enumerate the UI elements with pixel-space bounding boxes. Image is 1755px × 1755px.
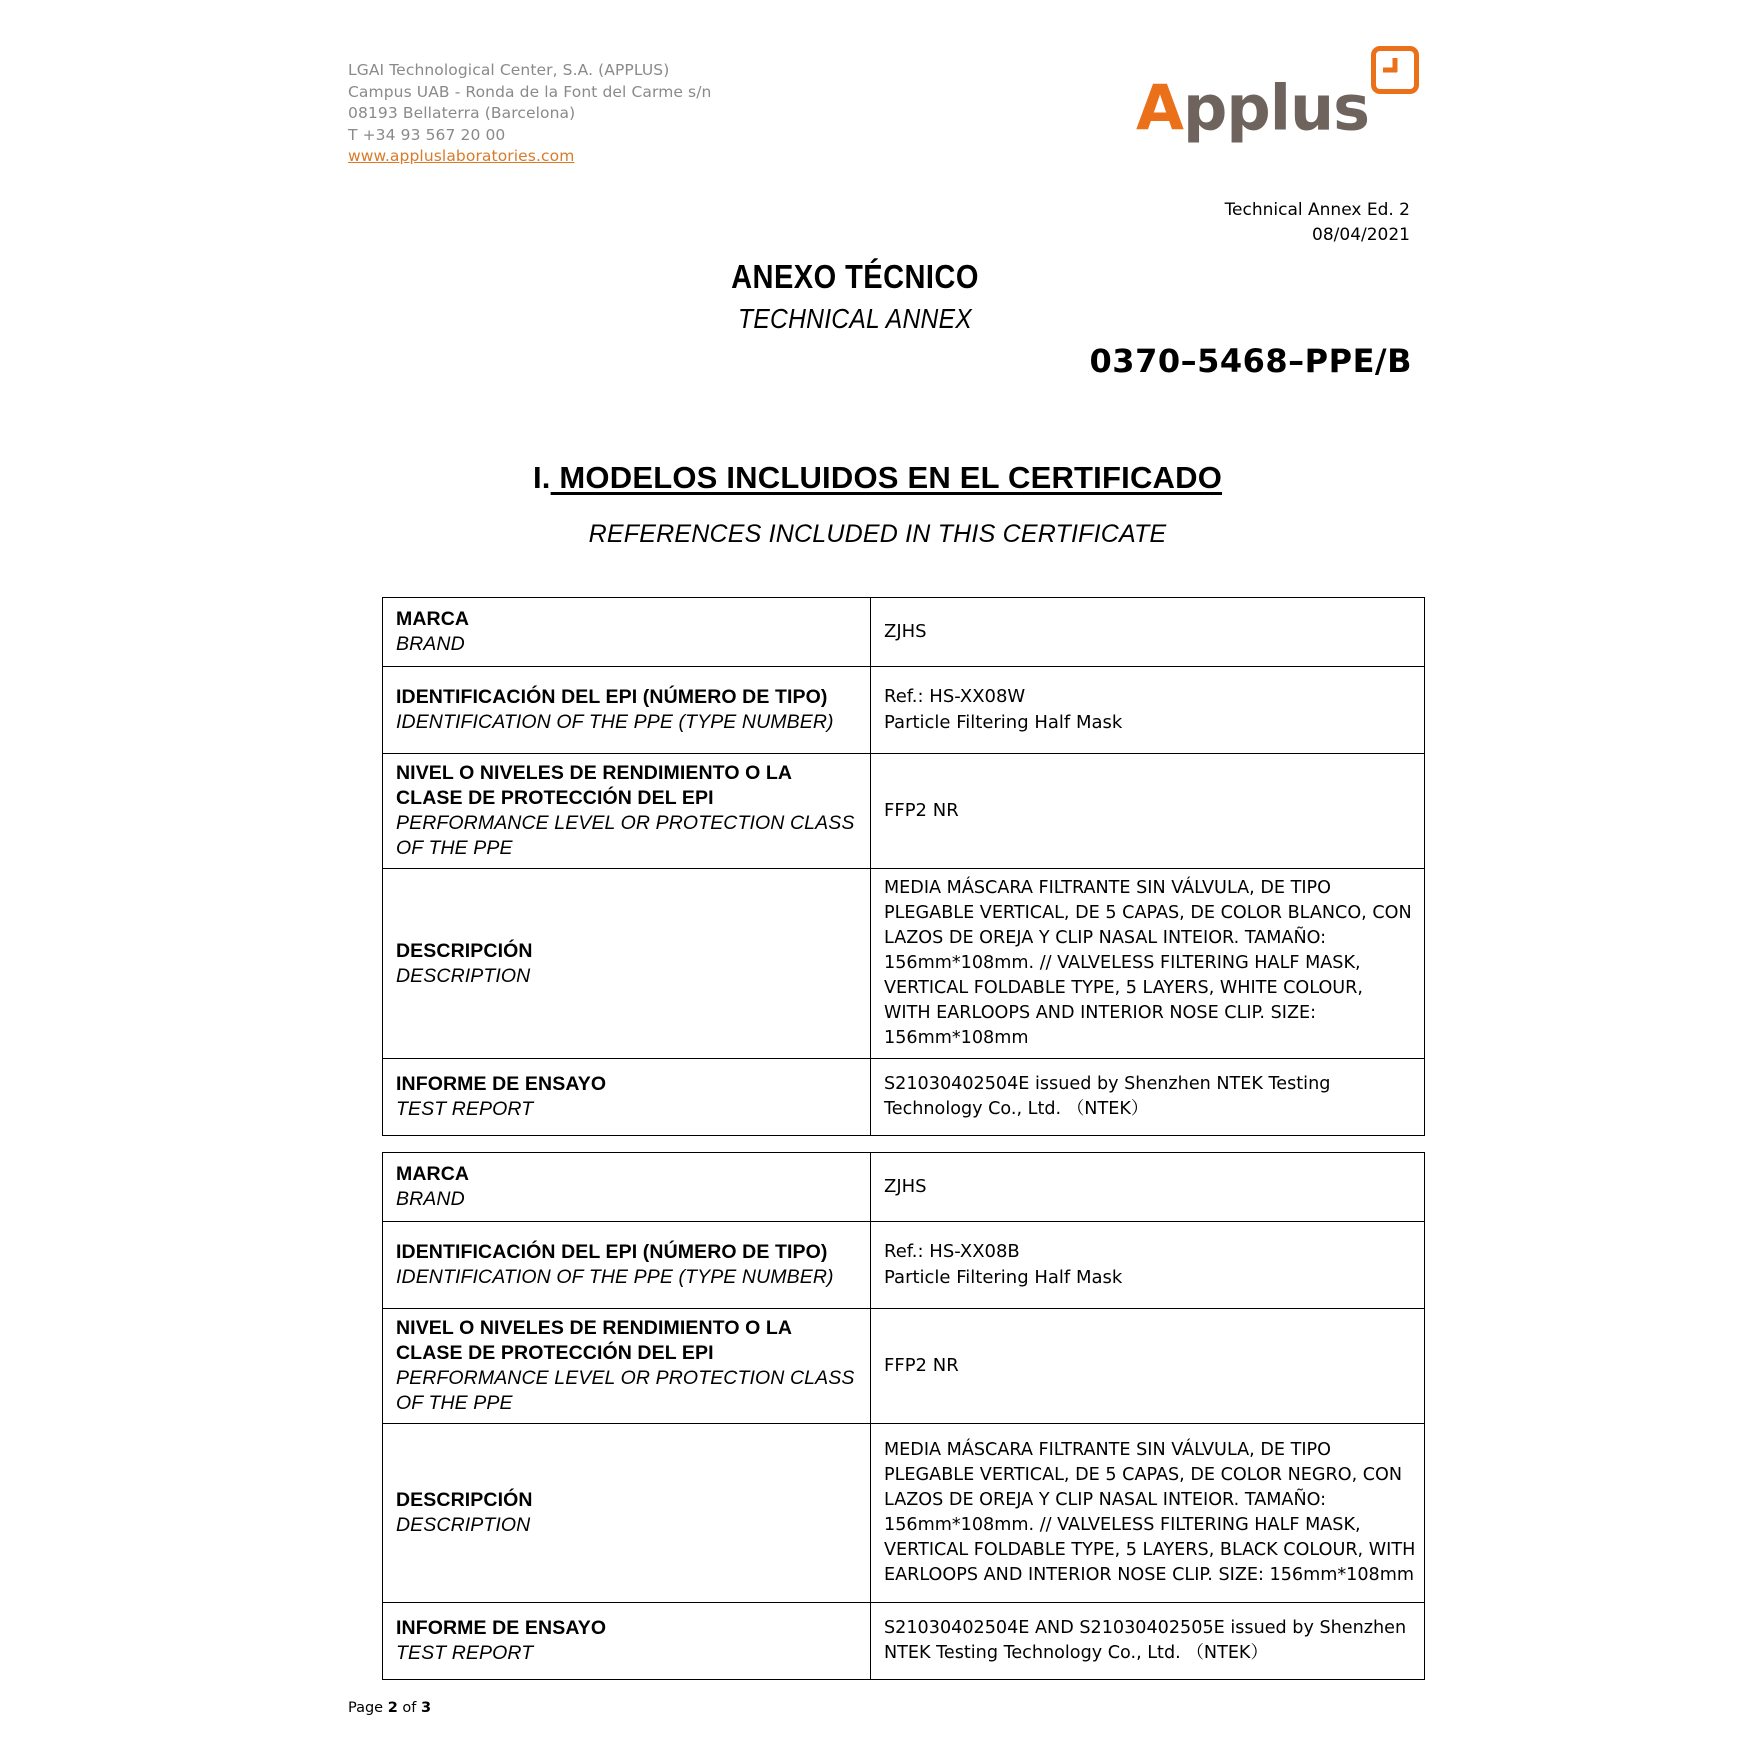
row-value-identification xyxy=(871,667,1425,754)
label-es: INFORME DE ENSAYO xyxy=(396,1617,607,1639)
value-line: EARLOOPS AND INTERIOR NOSE CLIP. SIZE: 156mm*108mm xyxy=(884,1565,1415,1585)
row-value-performance xyxy=(871,1309,1425,1424)
company-street: Campus UAB - Ronda de la Font del Carme s/n xyxy=(348,82,712,101)
row-label-test-report xyxy=(383,1059,871,1136)
row-value-brand xyxy=(871,598,1425,667)
label-en: PERFORMANCE LEVEL OR PROTECTION CLASS OF THE PPE xyxy=(396,1367,855,1414)
label-en: BRAND xyxy=(396,1188,465,1210)
value-line: S21030402504E AND S21030402505E issued by Shenzhen xyxy=(884,1618,1407,1638)
value-line: Technology Co., Ltd. （NTEK） xyxy=(884,1099,1149,1119)
page-header xyxy=(0,60,1755,170)
company-website-link[interactable]: www.appluslaboratories.com xyxy=(348,147,575,165)
edition-line: Technical Annex Ed. 2 xyxy=(1224,200,1410,220)
value-line: VERTICAL FOLDABLE TYPE, 5 LAYERS, BLACK COLOUR, WITH xyxy=(884,1540,1416,1560)
label-en: DESCRIPTION xyxy=(396,1514,531,1536)
company-phone: T +34 93 567 20 00 xyxy=(348,125,506,144)
label-en: BRAND xyxy=(396,633,465,655)
label-es: DESCRIPCIÓN xyxy=(396,1489,533,1511)
page-title-es: ANEXO TÉCNICO xyxy=(731,258,979,295)
section-subheading: REFERENCES INCLUDED IN THIS CERTIFICATE xyxy=(588,520,1167,548)
logo-letter-a: A xyxy=(1135,71,1183,145)
row-label-brand xyxy=(383,598,871,667)
label-en: IDENTIFICATION OF THE PPE (TYPE NUMBER) xyxy=(396,1266,834,1288)
label-en: TEST REPORT xyxy=(396,1642,534,1664)
footer-total-pages: 3 xyxy=(421,1700,432,1716)
label-en: IDENTIFICATION OF THE PPE (TYPE NUMBER) xyxy=(396,711,834,733)
edition-info xyxy=(1225,198,1410,248)
logo-text-rest: pplus xyxy=(1182,71,1369,145)
value-line: 156mm*108mm. // VALVELESS FILTERING HALF MASK, xyxy=(884,1515,1361,1535)
value-line: Particle Filtering Half Mask xyxy=(884,1267,1123,1288)
value-line: MEDIA MÁSCARA FILTRANTE SIN VÁLVULA, DE TIPO xyxy=(884,878,1332,898)
applus-logo xyxy=(1135,56,1419,145)
specification-table-2 xyxy=(382,1152,1425,1680)
value-line: VERTICAL FOLDABLE TYPE, 5 LAYERS, WHITE COLOUR, xyxy=(884,978,1363,998)
value-line: ZJHS xyxy=(884,621,927,642)
row-label-brand xyxy=(383,1153,871,1222)
specification-table-1 xyxy=(382,597,1425,1136)
label-es: MARCA xyxy=(396,608,470,630)
table-row xyxy=(383,1603,1425,1680)
label-es: DESCRIPCIÓN xyxy=(396,939,533,962)
value-line: FFP2 NR xyxy=(884,1355,959,1376)
value-line: LAZOS DE OREJA Y CLIP NASAL INTEIOR. TAMAÑO: xyxy=(884,928,1327,948)
value-line: S21030402504E issued by Shenzhen NTEK Testing xyxy=(884,1074,1331,1094)
page-title-en: TECHNICAL ANNEX xyxy=(738,303,972,334)
footer-middle: of xyxy=(397,1700,422,1716)
row-label-performance xyxy=(383,1309,871,1424)
label-es: INFORME DE ENSAYO xyxy=(396,1073,607,1095)
row-label-description xyxy=(383,869,871,1059)
value-line: 156mm*108mm. // VALVELESS FILTERING HALF MASK, xyxy=(884,953,1361,973)
label-en: TEST REPORT xyxy=(396,1098,534,1120)
row-value-brand xyxy=(871,1153,1425,1222)
page-footer xyxy=(348,1700,431,1716)
table-row xyxy=(383,1309,1425,1424)
value-line: PLEGABLE VERTICAL, DE 5 CAPAS, DE COLOR BLANCO, CON xyxy=(884,903,1412,923)
row-value-performance xyxy=(871,754,1425,869)
label-es: NIVEL O NIVELES DE RENDIMIENTO O LA CLASE DE PROTECCIÓN DEL EPI xyxy=(396,1317,792,1364)
table-row xyxy=(383,598,1425,667)
value-line: ZJHS xyxy=(884,1176,927,1197)
table-row xyxy=(383,1424,1425,1603)
value-line: Particle Filtering Half Mask xyxy=(884,712,1123,733)
label-en: PERFORMANCE LEVEL OR PROTECTION CLASS OF THE PPE xyxy=(396,812,855,859)
footer-current-page: 2 xyxy=(387,1700,398,1716)
value-line: Ref.: HS-XX08B xyxy=(884,1241,1020,1262)
label-es: IDENTIFICACIÓN DEL EPI (NÚMERO DE TIPO) xyxy=(396,686,828,708)
certificate-number: 0370–5468–PPE/B xyxy=(1089,342,1412,380)
value-line: 156mm*108mm xyxy=(884,1028,1029,1048)
value-line: Ref.: HS-XX08W xyxy=(884,686,1026,707)
section-heading xyxy=(0,460,1755,496)
row-value-test-report xyxy=(871,1059,1425,1136)
footer-prefix: Page xyxy=(348,1700,388,1716)
label-es: NIVEL O NIVELES DE RENDIMIENTO O LA CLASE DE PROTECCIÓN DEL EPI xyxy=(396,762,792,809)
table-row xyxy=(383,869,1425,1059)
value-line: WITH EARLOOPS AND INTERIOR NOSE CLIP. SIZE: xyxy=(884,1003,1317,1023)
row-label-test-report xyxy=(383,1603,871,1680)
row-value-description xyxy=(871,869,1425,1059)
table-row xyxy=(383,1222,1425,1309)
company-name: LGAI Technological Center, S.A. (APPLUS) xyxy=(348,61,670,79)
row-label-identification xyxy=(383,667,871,754)
row-label-identification xyxy=(383,1222,871,1309)
value-line: NTEK Testing Technology Co., Ltd. （NTEK） xyxy=(884,1643,1269,1663)
table-row xyxy=(383,754,1425,869)
edition-date: 08/04/2021 xyxy=(1312,225,1410,245)
table-row xyxy=(383,667,1425,754)
row-label-performance xyxy=(383,754,871,869)
value-line: MEDIA MÁSCARA FILTRANTE SIN VÁLVULA, DE TIPO xyxy=(884,1440,1332,1460)
value-line: PLEGABLE VERTICAL, DE 5 CAPAS, DE COLOR NEGRO, CON xyxy=(884,1465,1403,1485)
section-heading-text: MODELOS INCLUIDOS EN EL CERTIFICADO xyxy=(550,460,1223,495)
value-line: FFP2 NR xyxy=(884,800,959,821)
title-block xyxy=(0,258,1755,380)
label-en: DESCRIPTION xyxy=(396,964,531,987)
table-row xyxy=(383,1153,1425,1222)
plus-badge-icon xyxy=(1371,42,1419,104)
row-value-test-report xyxy=(871,1603,1425,1680)
value-line: LAZOS DE OREJA Y CLIP NASAL INTEIOR. TAMAÑO: xyxy=(884,1490,1327,1510)
label-es: IDENTIFICACIÓN DEL EPI (NÚMERO DE TIPO) xyxy=(396,1241,828,1263)
label-es: MARCA xyxy=(396,1163,470,1185)
row-label-description xyxy=(383,1424,871,1603)
section-number: I. xyxy=(532,460,551,495)
row-value-identification xyxy=(871,1222,1425,1309)
row-value-description xyxy=(871,1424,1425,1603)
table-row xyxy=(383,1059,1425,1136)
company-city: 08193 Bellaterra (Barcelona) xyxy=(348,104,576,122)
company-address-block xyxy=(348,60,711,168)
